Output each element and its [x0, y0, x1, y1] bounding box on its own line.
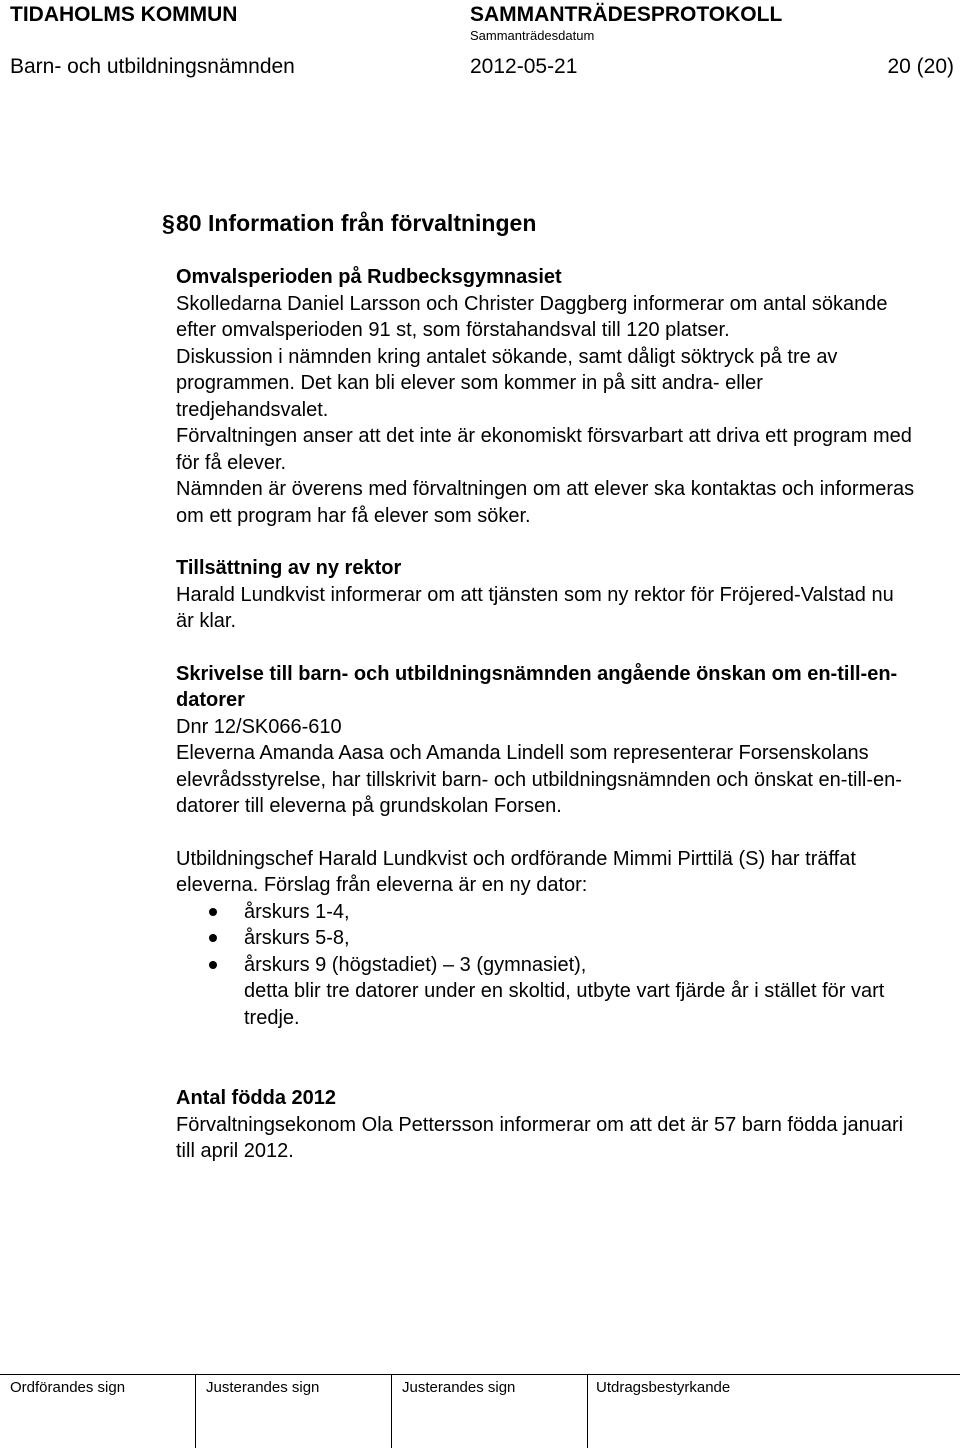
extract-certification-cell: Utdragsbestyrkande: [596, 1379, 731, 1396]
paragraph: Skolledarna Daniel Larsson och Christer Daggberg informerar om antal sökande efter omvalsperioden 91 st, som förstahandsval till 120 platser.: [176, 292, 888, 341]
paragraph: Nämnden är överens med förvaltningen om att elever ska kontaktas och informeras om ett program har få elever som söker.: [176, 478, 915, 527]
page-number: 20 (20): [887, 55, 954, 78]
adjuster-signature-cell: Justerandes sign: [392, 1375, 588, 1448]
list-item: årskurs 5-8,: [176, 925, 916, 952]
block-heading: Antal födda 2012: [176, 1087, 337, 1109]
block-heading: Tillsättning av ny rektor: [176, 557, 402, 579]
section-title: § 80 Information från förvaltningen: [162, 210, 537, 236]
adjuster-signature-cell: Justerandes sign: [196, 1375, 392, 1448]
paragraph: Utbildningschef Harald Lundkvist och ordförande Mimmi Pirttilä (S) har träffat eleverna. Förslag från eleverna är en ny dator:: [176, 847, 856, 896]
paragraph: Eleverna Amanda Aasa och Amanda Lindell som representerar Forsenskolans elevrådsstyrelse, har tillskrivit barn- och utbildningsnämnden och önskat en-till-en-datorer till eleverna på grundskolan Forsen.: [176, 742, 902, 817]
organization-name: TIDAHOLMS KOMMUN: [10, 3, 238, 26]
diary-number: Dnr 12/SK066-610: [176, 715, 342, 738]
committee-name: Barn- och utbildningsnämnden: [10, 55, 295, 78]
list-item: årskurs 9 (högstadiet) – 3 (gymnasiet), detta blir tre datorer under en skoltid, utbyte vart fjärde år i stället för vart tredje.: [176, 952, 916, 1032]
list-item: årskurs 1-4,: [176, 899, 916, 926]
meeting-date-label: Sammanträdesdatum: [470, 28, 595, 43]
chair-signature-cell: Ordförandes sign: [0, 1375, 196, 1448]
proposal-list: [176, 899, 916, 1032]
block-heading: Omvalsperioden på Rudbecksgymnasiet: [176, 266, 562, 288]
bullet-continuation: detta blir tre datorer under en skoltid, utbyte vart fjärde år i stället för vart tredje.: [244, 980, 885, 1029]
paragraph: Förvaltningen anser att det inte är ekonomiskt försvarbart att driva ett program med för få elever.: [176, 425, 912, 474]
block-heading: Skrivelse till barn- och utbildningsnämnden angående önskan om en-till-en-datorer: [176, 662, 898, 711]
meeting-date: 2012-05-21: [470, 55, 578, 78]
paragraph: Förvaltningsekonom Ola Pettersson informerar om att det är 57 barn födda januari till april 2012.: [176, 1113, 904, 1162]
document-title: SAMMANTRÄDESPROTOKOLL: [470, 3, 783, 26]
paragraph: Harald Lundkvist informerar om att tjänsten som ny rektor för Fröjered-Valstad nu är klar.: [176, 583, 894, 632]
protocol-content: [162, 208, 916, 1165]
signature-footer: [0, 1374, 960, 1448]
paragraph: Diskussion i nämnden kring antalet sökande, samt dåligt söktryck på tre av programmen. Det kan bli elever som kommer in på sitt andra- eller tredjehandsvalet.: [176, 345, 838, 421]
